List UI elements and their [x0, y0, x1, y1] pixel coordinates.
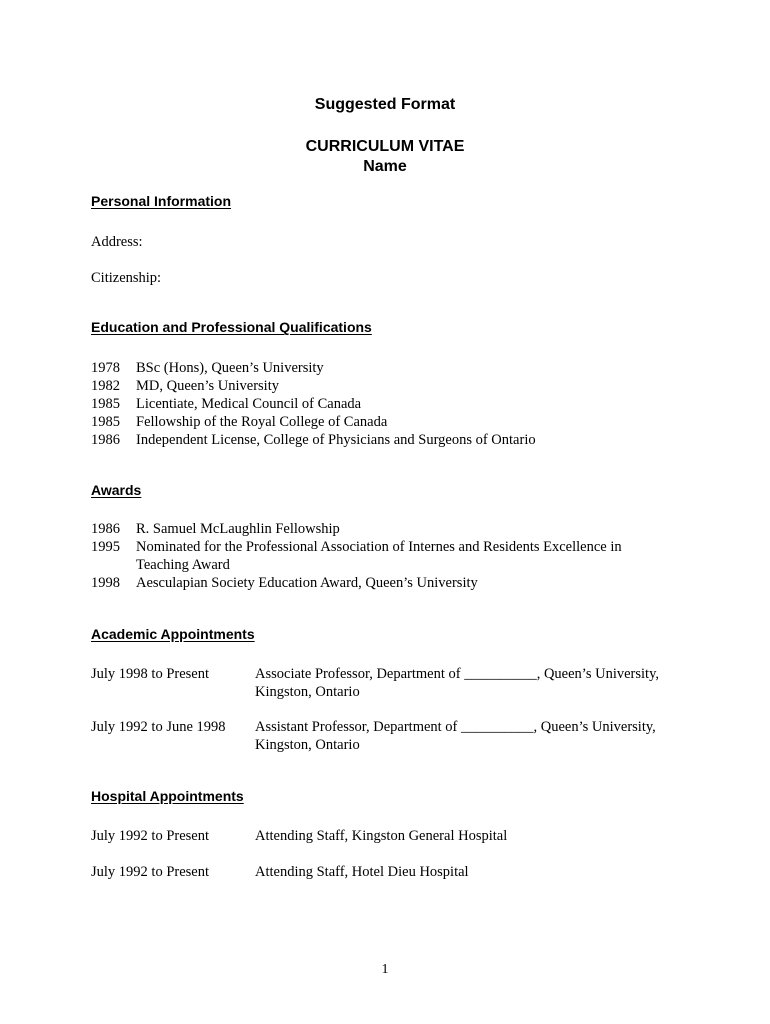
education-year: 1986	[91, 432, 120, 448]
citizenship-label: Citizenship:	[91, 270, 162, 286]
award-text: R. Samuel McLaughlin Fellowship	[136, 521, 340, 537]
awards-list	[91, 520, 691, 592]
academic-appointment-item	[91, 665, 691, 701]
appointment-detail: Associate Professor, Department of __________, Queen’s University, Kingston, Ontario	[255, 666, 659, 700]
education-heading: Education and Professional Qualifications	[91, 319, 372, 335]
appointment-period: July 1992 to Present	[91, 828, 210, 844]
education-text: Licentiate, Medical Council of Canada	[136, 396, 362, 412]
appointment-period: July 1998 to Present	[91, 666, 210, 682]
appointment-period: July 1992 to Present	[91, 864, 210, 880]
education-year: 1985	[91, 414, 120, 430]
award-item	[91, 574, 691, 592]
hospital-appointments-heading: Hospital Appointments	[91, 788, 244, 804]
award-year: 1986	[91, 521, 120, 537]
award-text: Nominated for the Professional Association of Internes and Residents Excellence in Teaching Award	[136, 539, 622, 573]
appointment-detail: Attending Staff, Kingston General Hospital	[255, 828, 508, 844]
education-item	[91, 377, 691, 395]
award-year: 1998	[91, 575, 120, 591]
education-list	[91, 359, 691, 449]
address-label: Address:	[91, 234, 143, 250]
hospital-appointment-item	[91, 863, 691, 881]
appointment-detail: Assistant Professor, Department of __________, Queen’s University, Kingston, Ontario	[255, 719, 656, 753]
education-year: 1985	[91, 396, 120, 412]
award-year: 1995	[91, 539, 120, 555]
award-text: Aesculapian Society Education Award, Queen’s University	[136, 575, 478, 591]
education-item	[91, 431, 691, 449]
education-text: Fellowship of the Royal College of Canada	[136, 414, 388, 430]
education-text: BSc (Hons), Queen’s University	[136, 360, 324, 376]
awards-heading: Awards	[91, 482, 142, 498]
cv-title: CURRICULUM VITAE	[305, 138, 465, 155]
education-text: MD, Queen’s University	[136, 378, 279, 394]
name-placeholder: Name	[363, 158, 407, 175]
appointment-detail: Attending Staff, Hotel Dieu Hospital	[255, 864, 469, 880]
education-text: Independent License, College of Physicians and Surgeons of Ontario	[136, 432, 536, 448]
hospital-appointment-item	[91, 827, 691, 845]
education-item	[91, 359, 691, 377]
appointment-period: July 1992 to June 1998	[91, 719, 226, 735]
education-year: 1978	[91, 360, 120, 376]
academic-appointments-heading: Academic Appointments	[91, 626, 255, 642]
education-item	[91, 413, 691, 431]
page-number: 1	[381, 962, 389, 977]
award-item	[91, 520, 691, 538]
award-item	[91, 538, 691, 574]
education-item	[91, 395, 691, 413]
education-year: 1982	[91, 378, 120, 394]
personal-information-heading: Personal Information	[91, 193, 232, 209]
suggested-format-title: Suggested Format	[314, 96, 456, 113]
academic-appointment-item	[91, 718, 691, 754]
